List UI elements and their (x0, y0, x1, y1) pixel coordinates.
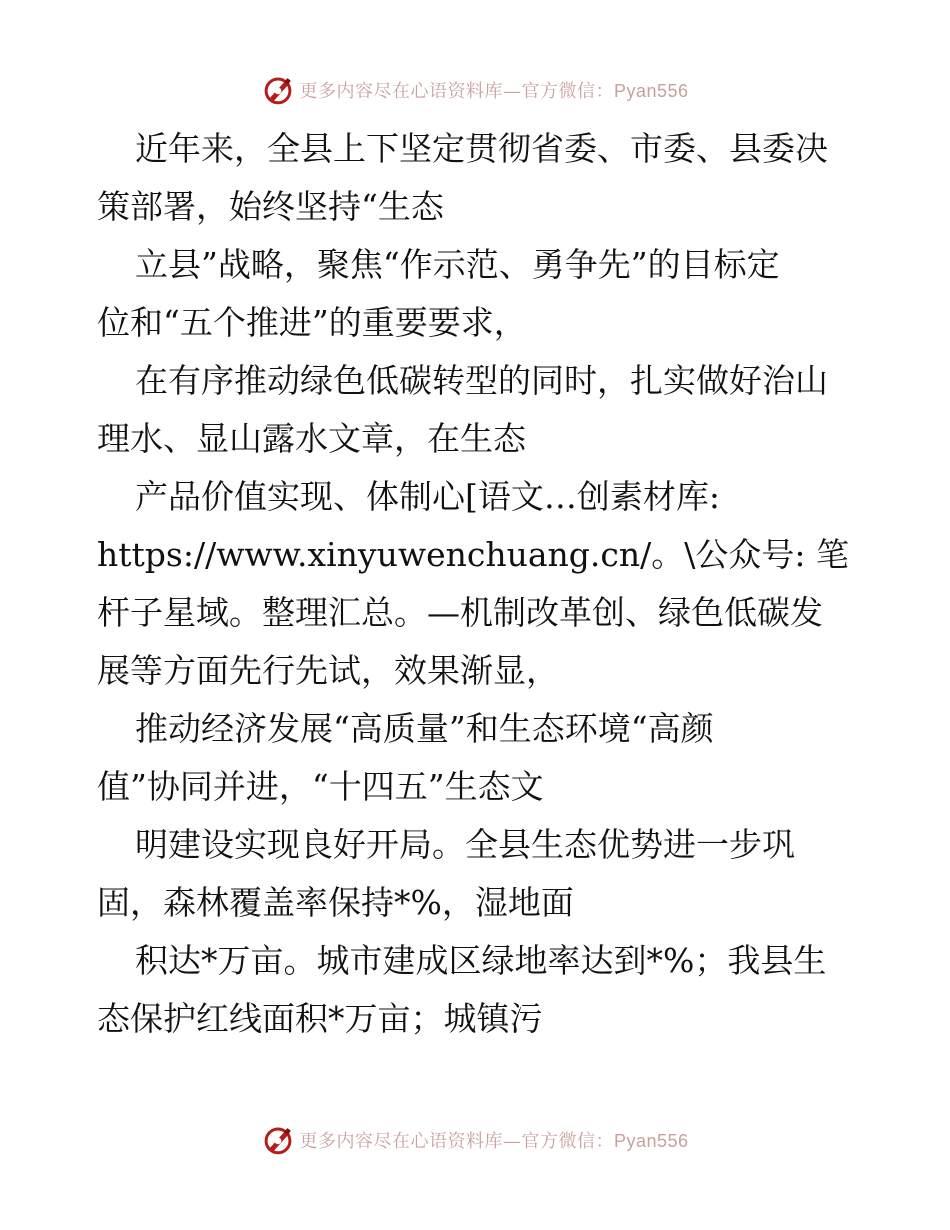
pen-circle-icon (261, 1123, 295, 1157)
body-line: 在有序推动绿色低碳转型的同时，扎实做好治山 (135, 361, 828, 400)
body-line: 态保护红线面积*万亩；城镇污 (97, 999, 543, 1038)
header-watermark (0, 70, 950, 110)
watermark-text: 更多内容尽在心语资料库—官方微信：Pyan556 (299, 81, 689, 102)
body-line: 固，森林覆盖率保持*%，湿地面 (97, 883, 574, 922)
body-line: 值”协同并进，“十四五”生态文 (97, 767, 544, 806)
body-line: 杆子星域。整理汇总。—机制改革创、绿色低碳发 (97, 593, 823, 632)
body-line: 策部署，始终坚持“生态 (97, 187, 444, 226)
wechat-id: Pyan556 (613, 1131, 689, 1151)
body-line: 展等方面先行先试，效果渐显， (97, 651, 559, 690)
body-line: 理水、显山露水文章，在生态 (97, 419, 526, 458)
pen-circle-icon (261, 73, 295, 107)
body-line: 产品价值实现、体制心[语文…创素材库: (135, 477, 720, 516)
body-line: 积达*万亩。城市建成区绿地率达到*%；我县生 (135, 941, 827, 980)
wechat-id: Pyan556 (613, 81, 689, 101)
body-line: https://www.xinyuwenchuang.cn/。\公众号: 笔 (97, 535, 849, 574)
body-line: 位和“五个推进”的重要要求， (97, 303, 527, 342)
footer-watermark (0, 1120, 950, 1160)
body-line: 立县”战略，聚焦“作示范、勇争先”的目标定 (135, 245, 780, 284)
document-body (97, 120, 857, 1048)
body-line: 推动经济发展“高质量”和生态环境“高颜 (135, 709, 714, 748)
body-line: 近年来，全县上下坚定贯彻省委、市委、县委决 (135, 129, 828, 168)
watermark-text: 更多内容尽在心语资料库—官方微信：Pyan556 (299, 1131, 689, 1152)
body-line: 明建设实现良好开局。全县生态优势进一步巩 (135, 825, 795, 864)
